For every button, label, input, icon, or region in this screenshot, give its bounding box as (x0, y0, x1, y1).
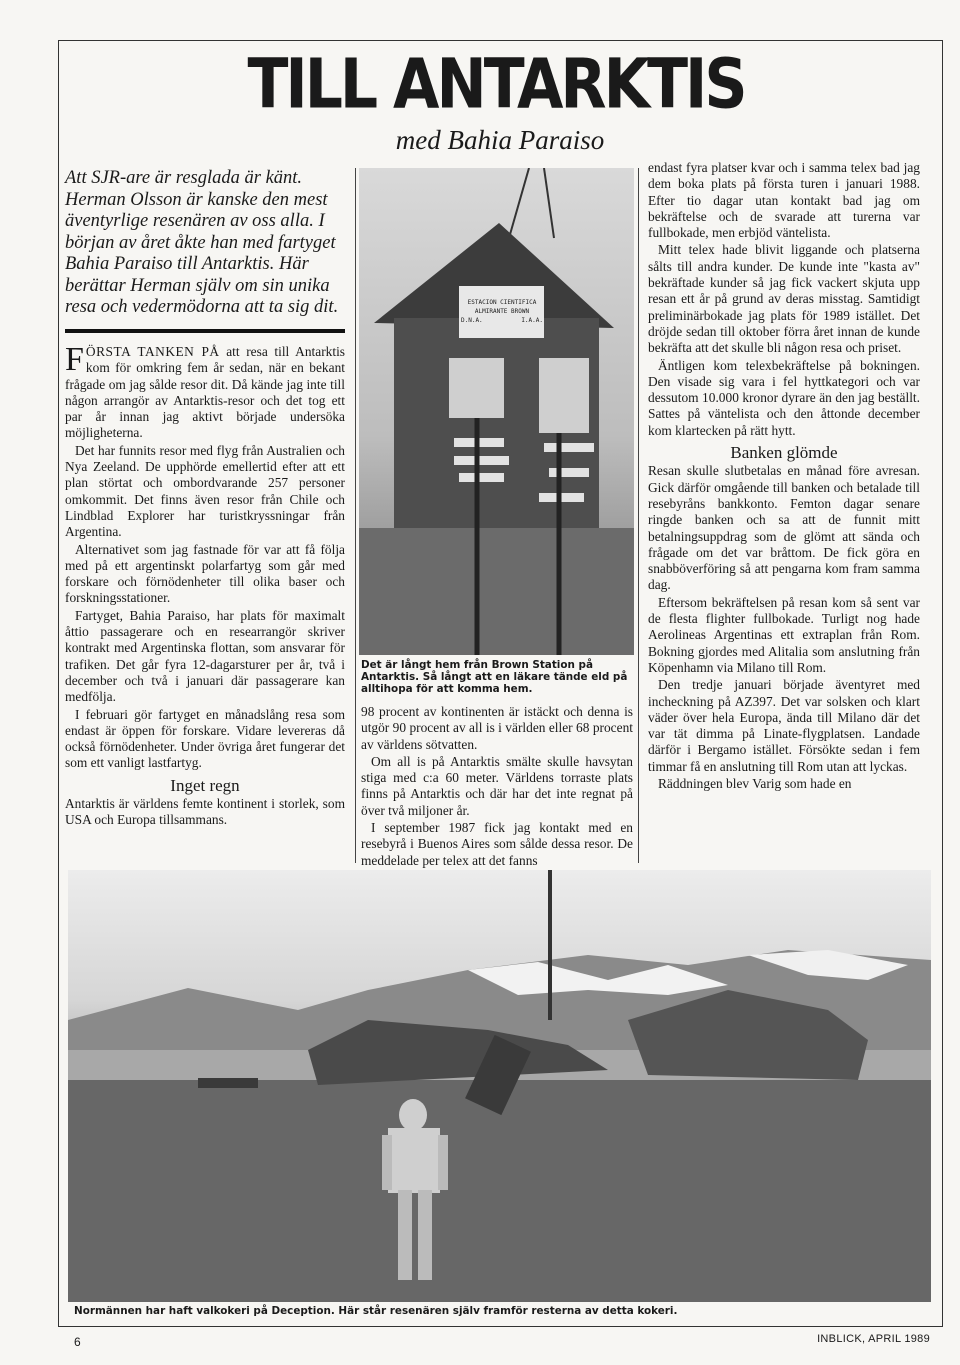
first-paragraph (65, 341, 345, 442)
paragraph: Den tredje januari började äventyret med incheckning på AZ397. Det var solsken och klart väder över hela Europa, ända till Milano där det var tät dimma på Linate-flygplatsen. Landade därför i Bergamo istället. Försökte sedan i fem timmar få en anslutning till Rom utan att lyckas. (648, 677, 920, 774)
sign-line: D.N.A. (461, 317, 483, 324)
paragraph: Mitt telex hade blivit liggande och platserna sålts till andra kunder. De kunde inte "kasta av" bekräftade kunder så jag fick vackert skjuta upp resan ett år på grund av deras misstag. Samtidigt preliminärbokade jag plats för 1989 istället. Det dröjde sedan till oktober förra året innan de kunde bekräfta att det skulle bli någon resa och priset. (648, 242, 920, 356)
sign-line-row (461, 316, 543, 325)
right-column (648, 160, 920, 793)
drop-cap: F (65, 341, 84, 378)
whaling-illustration (68, 870, 931, 1302)
paragraph: I september 1987 fick jag kontakt med en resebyrå i Buenos Aires som sålde dessa resor. De meddelade per telex att det fanns (361, 820, 633, 868)
lead-caps: ÖRSTA TANKEN PÅ (85, 344, 220, 359)
column-divider (638, 168, 639, 863)
paragraph: I februari gör fartyget en månadslång resa som endast är öppen för forskare. Vidare levereras då också förnödenheter. Under övriga året fungerar det som ett vanligt lastfartyg. (65, 706, 345, 771)
sign-line: I.A.A. (521, 317, 543, 324)
intro-text: Att SJR-are är resglada är känt. Herman Olsson är kanske den mest äventyrlige resenären av oss alla. I början av året åkte han med fartyget Bahia Paraiso till Antarktis. Här berättar Herman själv om sin unika resa och vedermödorna att ta sig dit. (65, 168, 339, 317)
whaling-station-photo (68, 870, 931, 1302)
paragraph: Fartyget, Bahia Paraiso, har plats för maximalt åttio passagerare och en researrangör skriver kontrakt med Argentinska flottan, som ansvarar för trafiken. Det går fyra 12-dagarsturer per år, två i december och två i januari där passagerare kan medfölja. (65, 607, 345, 705)
article-subtitle: med Bahia Paraiso (395, 125, 605, 155)
station-sign (461, 298, 543, 325)
middle-column (361, 704, 633, 870)
paragraph: Räddningen blev Varig som hade en (658, 775, 852, 791)
station-photo-caption: Det är långt hem från Brown Station på Antarktis. Så långt att en läkare tände eld på alltihopa för att komma hem. (361, 659, 628, 695)
first-paragraph-text: att resa till Antarktis kom för omkring fem år sedan, när en bekant frågade om jag sålde resor dit. Då kände jag inte till någon arrangör av Antarktis-resor och det tog ett par år innan jag aktivt började undersöka möjligheterna. (65, 344, 345, 441)
page-number: 6 (74, 1335, 81, 1349)
paragraph: endast fyra platser kvar och i samma telex bad jag dem boka plats på första turen i januari 1988. Efter tio dagar utan kontakt bad jag om bekräftelse och de svarade att turerna var fullbokade, men erbjöd väntelista. (648, 160, 920, 241)
station-photo (359, 168, 634, 655)
paragraph: Resan skulle slutbetalas en månad före avresan. Gick därför omgående till banken och betalade till resebyråns bankkonto. Femton dagar senare ringde banken och sa att de funnit mitt betalningsuppdrag som de glömt att sända och frågade om det var bråttom. De fick göra en snabböverföring så att pengarna kom fram samma dag. (648, 463, 920, 593)
paragraph: Antarktis är världens femte kontinent i storlek, som USA och Europa tillsammans. (65, 796, 345, 828)
station-illustration (359, 168, 634, 655)
paragraph: Äntligen kom telexbekräftelse på bokningen. Den visade sig vara i fel hyttkategori och var dessutom 10.000 kronor dyrare än den jag beställt. Sattes på väntelista och den åttonde december kom klartecken på rätt hytt. (648, 357, 920, 438)
sign-line: ESTACION CIENTIFICA (467, 299, 537, 306)
subhead-inget-regn: Inget regn (170, 775, 240, 795)
left-column (65, 341, 345, 830)
paragraph: Om all is på Antarktis smälte skulle havsytan stiga med c:a 60 meter. Världens torraste plats finns på Antarktis och där har det inte regnat på över två miljoner år. (361, 753, 633, 818)
subhead-banken-glomde: Banken glömde (730, 443, 838, 463)
whaling-photo-caption: Normännen har haft valkokeri på Deception. Här står resenären själv framför resterna av detta kokeri. (74, 1305, 678, 1317)
paragraph: 98 procent av kontinenten är istäckt och denna is utgör 90 procent av all is i världen eller 68 procent av världens sötvatten. (361, 704, 633, 752)
article-title: TILL ANTARKTIS (247, 44, 745, 125)
paragraph: Eftersom bekräftelsen på resan kom så sent var de flesta flighter fullbokade. Turligt nog hade Aerolineas Argentinas ett extraplan från Rom. Bokning gjordes med Alitalia som anslutning från Köpenhamn via Milano till Rom. (648, 594, 920, 675)
paragraph: Alternativet som jag fastnade för var att få följa med på ett argentinskt polarfartyg som går med forskare och förnödenheter till olika baser och forskningsstationer. (65, 541, 345, 606)
paragraph: Det har funnits resor med flyg från Australien och Nya Zeeland. De upphörde emellertid efter att ett plan störtat och ombordvarande 257 personer omkommit. Det finns även resor från Chile och Lindblad Explorer har turistkryssningar från Argentina. (65, 442, 345, 540)
column-divider (355, 168, 356, 863)
publication-footer: INBLICK, APRIL 1989 (817, 1333, 930, 1345)
intro-rule (65, 329, 345, 333)
sign-line: ALMIRANTE BROWN (474, 308, 530, 315)
